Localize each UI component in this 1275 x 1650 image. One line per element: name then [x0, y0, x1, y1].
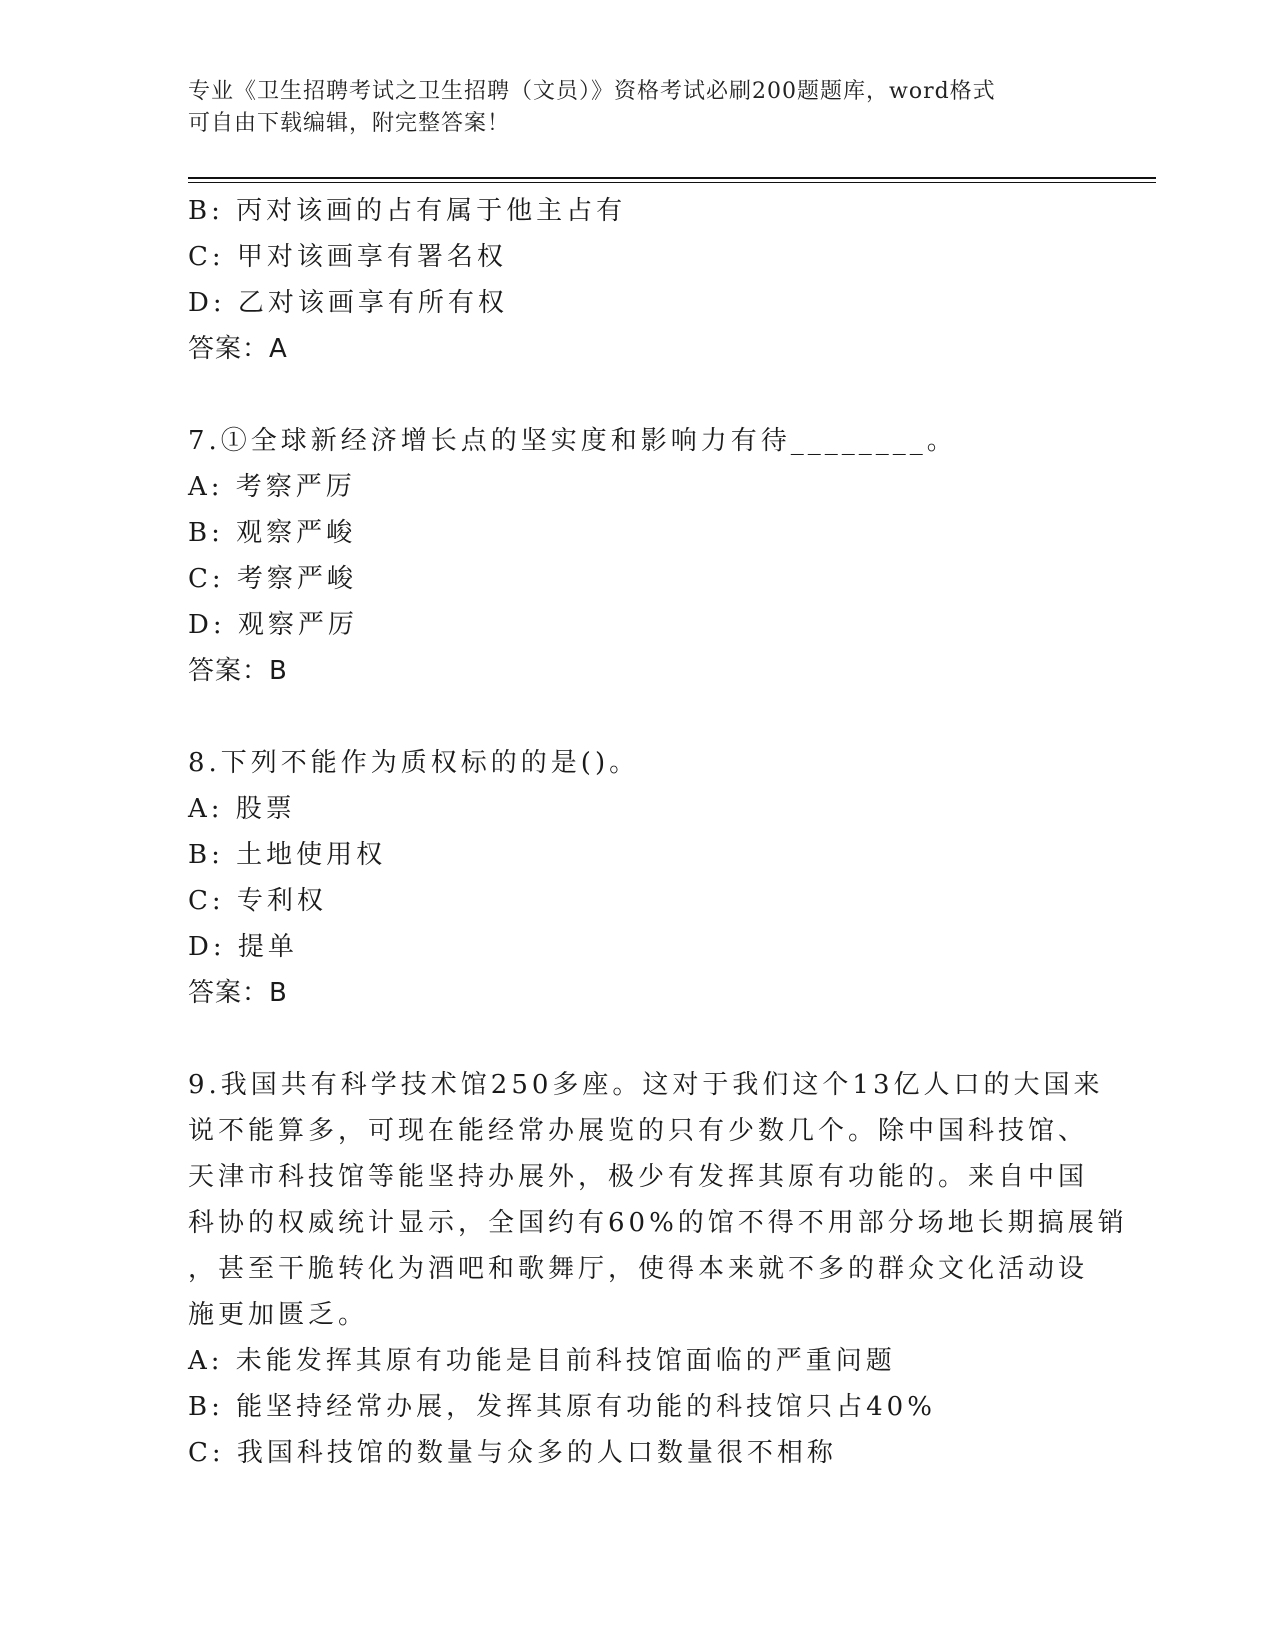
option-c: C: 专利权	[188, 886, 327, 916]
option-c: C: 甲对该画享有署名权	[188, 242, 507, 272]
question-stem-line: 9.我国共有科学技术馆250多座。这对于我们这个13亿人口的大国来	[188, 1070, 1104, 1100]
option-b: B: 能坚持经常办展，发挥其原有功能的科技馆只占40%	[188, 1392, 936, 1422]
question-stem: 8.下列不能作为质权标的的是()。	[188, 748, 640, 778]
option-c: C: 考察严峻	[188, 564, 357, 594]
question-stem: 7.①全球新经济增长点的坚实度和影响力有待________。	[188, 426, 957, 456]
answer-line: 答案：B	[188, 656, 288, 686]
answer-line: 答案：B	[188, 978, 288, 1008]
option-a: A: 股票	[188, 794, 296, 824]
question-stem-line: 说不能算多，可现在能经常办展览的只有少数几个。除中国科技馆、	[188, 1116, 1089, 1146]
question-9	[188, 1062, 1128, 1476]
question-stem-line: 施更加匮乏。	[188, 1300, 369, 1330]
answer-line: 答案：A	[188, 334, 288, 364]
question-6	[188, 188, 1088, 372]
question-stem-line: 科协的权威统计显示，全国约有60%的馆不得不用部分场地长期搞展销	[188, 1208, 1128, 1238]
option-d: D: 提单	[188, 932, 298, 962]
option-b: B: 土地使用权	[188, 840, 387, 870]
question-8	[188, 740, 1088, 1016]
header-divider-thick	[188, 177, 1156, 179]
header-line-2: 可自由下载编辑，附完整答案！	[188, 111, 511, 136]
spacer	[188, 1016, 1088, 1062]
option-d: D: 观察严厉	[188, 610, 358, 640]
option-a: A: 未能发挥其原有功能是目前科技馆面临的严重问题	[188, 1346, 896, 1376]
question-stem-line: 天津市科技馆等能坚持办展外，极少有发挥其原有功能的。来自中国	[188, 1162, 1089, 1192]
page-header	[188, 76, 1088, 140]
option-b: B: 丙对该画的占有属于他主占有	[188, 196, 627, 226]
spacer	[188, 372, 1088, 418]
option-a: A: 考察严厉	[188, 472, 356, 502]
option-b: B: 观察严峻	[188, 518, 357, 548]
document-body	[188, 188, 1128, 1476]
question-stem-line: ，甚至干脆转化为酒吧和歌舞厅，使得本来就不多的群众文化活动设	[188, 1254, 1089, 1284]
question-7	[188, 418, 1088, 694]
option-d: D: 乙对该画享有所有权	[188, 288, 508, 318]
header-divider-thin	[188, 182, 1156, 183]
header-line-1: 专业《卫生招聘考试之卫生招聘（文员）》资格考试必刷200题题库，word格式	[188, 79, 996, 104]
option-c: C: 我国科技馆的数量与众多的人口数量很不相称	[188, 1438, 837, 1468]
spacer	[188, 694, 1088, 740]
